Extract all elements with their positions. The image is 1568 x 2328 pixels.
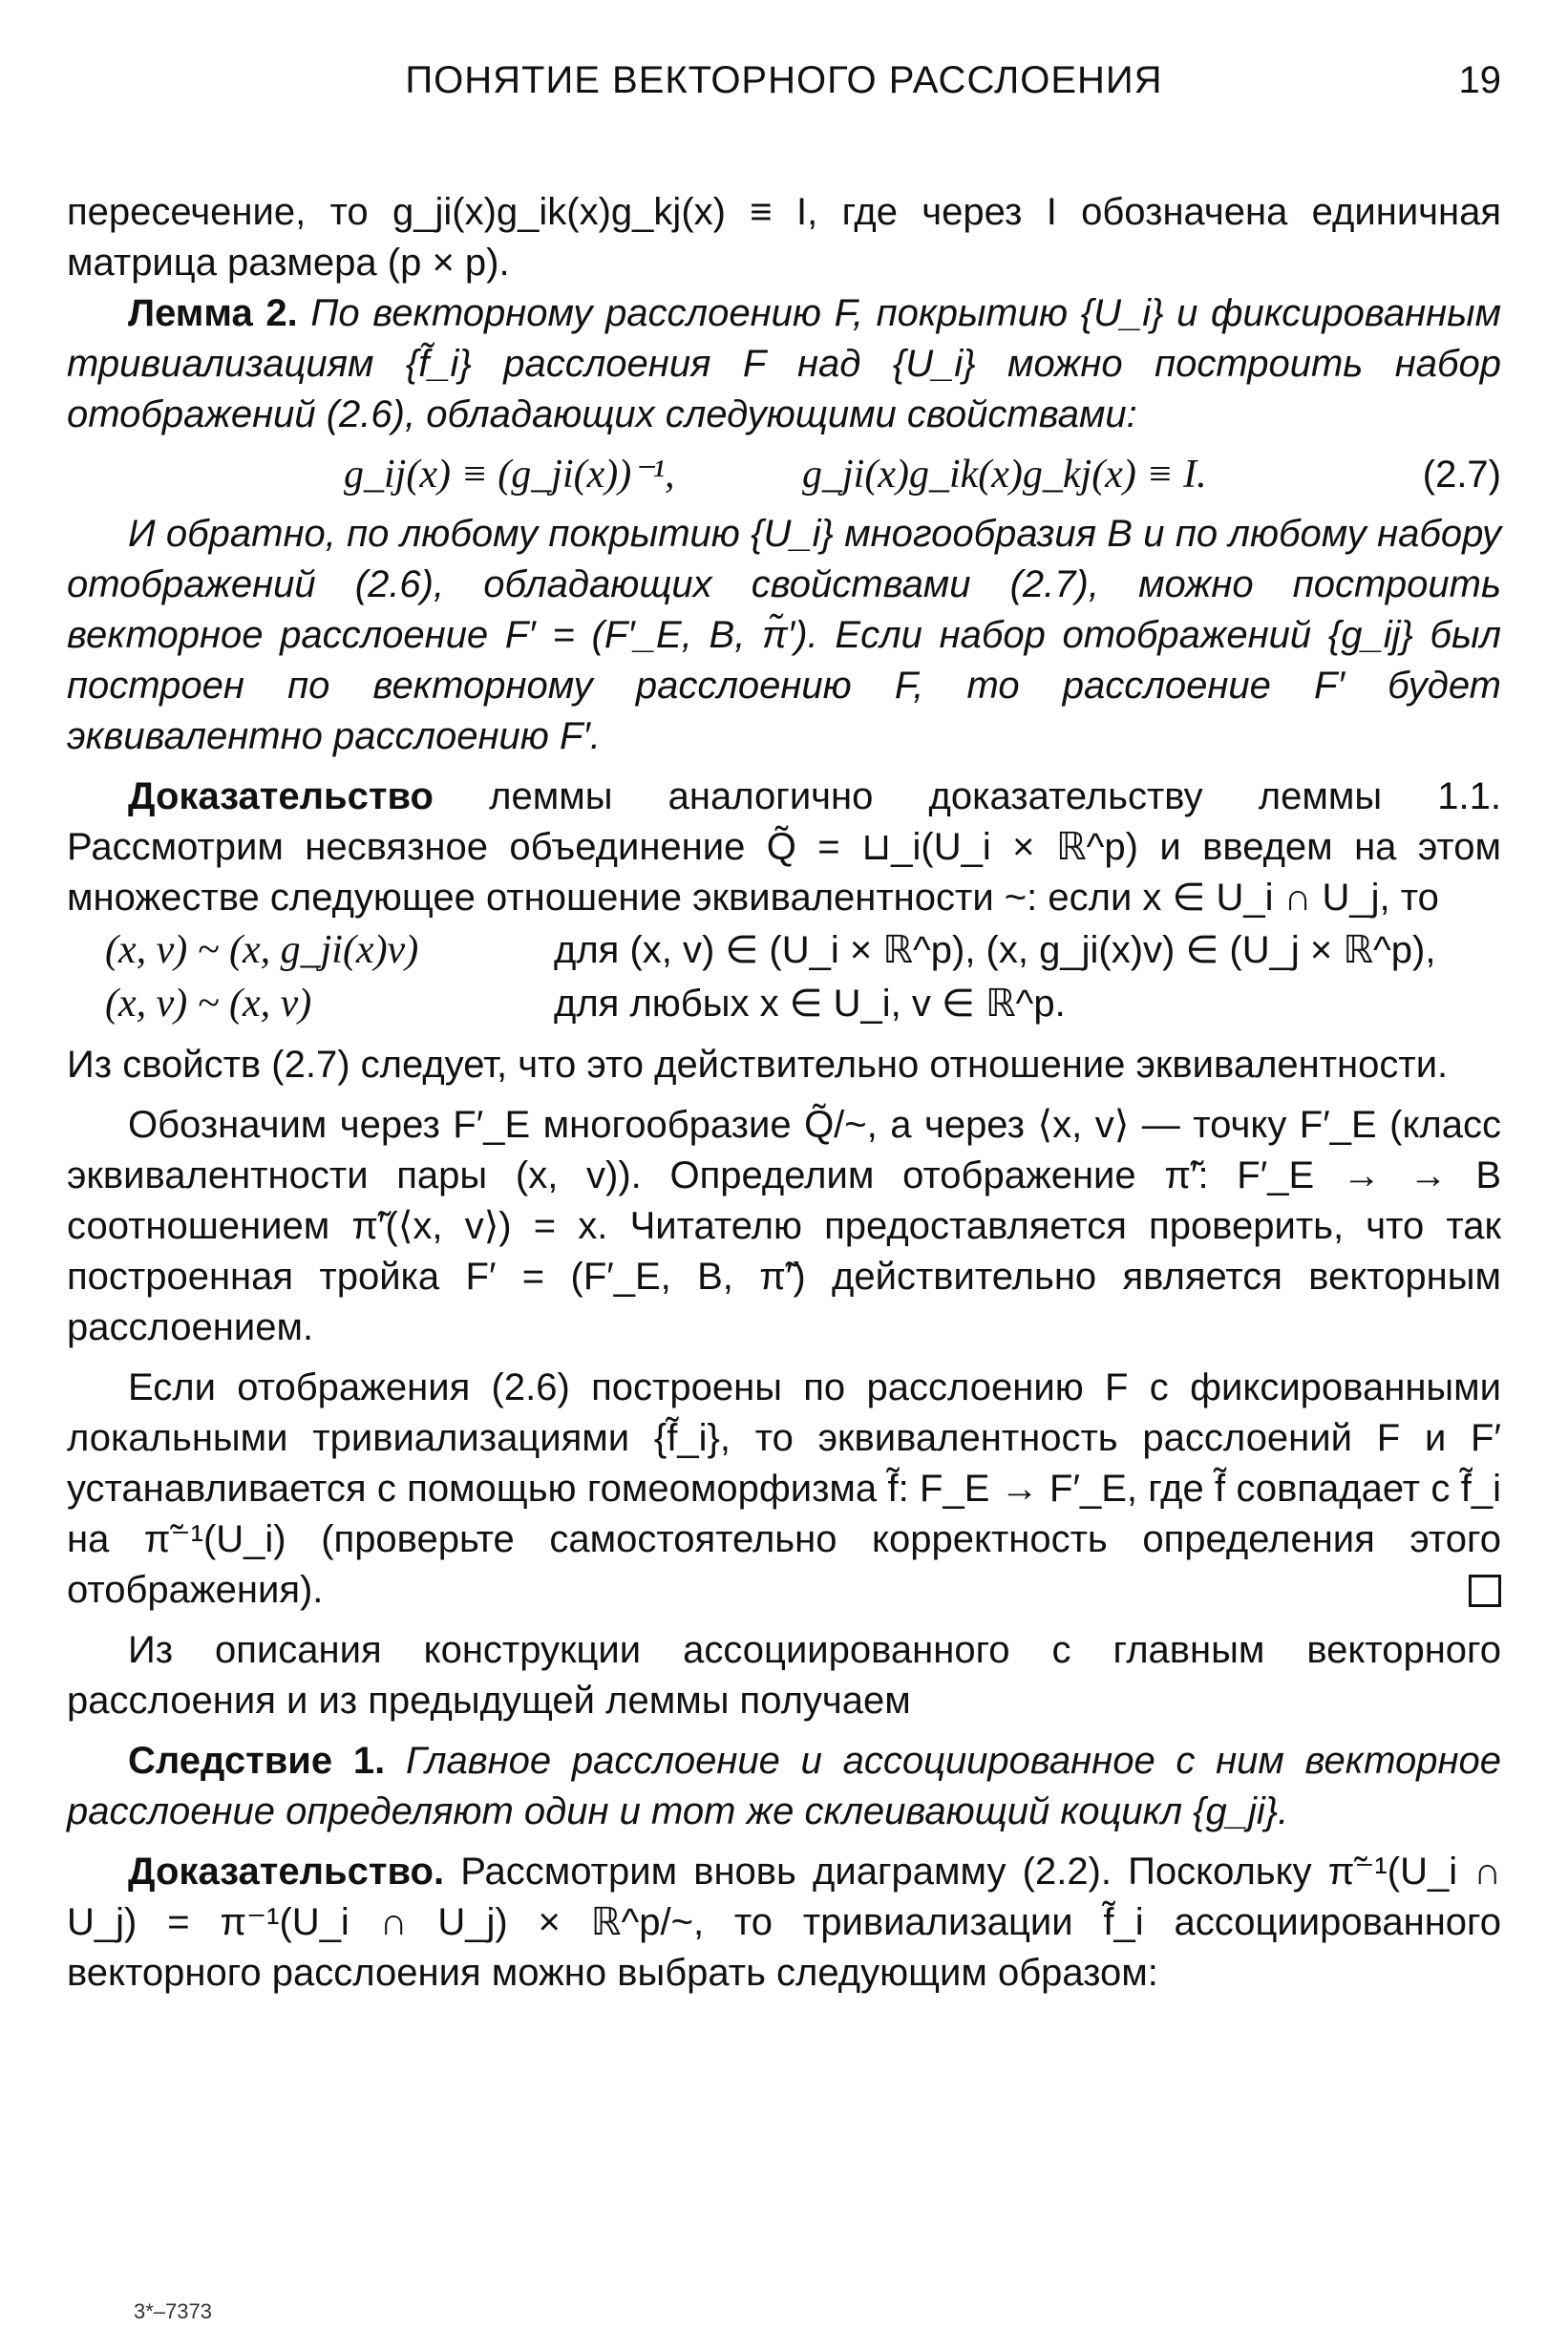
paragraph-from-description: Из описания конструкции ассоциированного с главным векторного расслоения и из предыдущей леммы получаем: [67, 1629, 1501, 1722]
equivalence-row-1-left: (x, v) ~ (x, g_ji(x)v): [105, 928, 419, 972]
formula-2-7: [67, 446, 1501, 505]
equivalence-row-2: [67, 977, 1501, 1030]
equivalence-row-2-right: для любых x ∈ U_i, v ∈ ℝ^p.: [554, 983, 1066, 1025]
paragraph-intersection: пересечение, то g_ji(x)g_ik(x)g_kj(x) ≡ I, где через I обозначена единичная матрица размера (p × p).: [67, 191, 1501, 284]
proof-2-label: Доказательство.: [128, 1851, 445, 1893]
formula-2-7-right: g_ji(x)g_ik(x)g_kj(x) ≡ I.: [802, 453, 1207, 497]
equivalence-row-1-right: для (x, v) ∈ (U_i × ℝ^p), (x, g_ji(x)v) ∈ (U_j × ℝ^p),: [554, 929, 1436, 971]
equivalence-row-2-left: (x, v) ~ (x, v): [105, 982, 312, 1026]
paragraph-notation: Обозначим через F′_E многообразие Q̃/~, а через ⟨x, v⟩ — точку F′_E (класс эквивалентности пары (x, v)). Определим отображение π̃′: F′_E → → B соотношением π̃′(⟨x, v⟩) = x. Читателю предоставляется проверить, что так построенная тройка F′ = (F′_E, B, π̃′) действительно является векторным расслоением.: [67, 1104, 1501, 1348]
proof-lemma-2: [67, 772, 1501, 923]
lemma-2: [67, 288, 1501, 440]
formula-2-7-number: (2.7): [1422, 454, 1501, 496]
corollary-1-label: Следствие 1.: [128, 1740, 386, 1782]
printer-signature-mark: 3*–7373: [134, 2299, 212, 2323]
proof-2-text: Рассмотрим вновь диаграмму (2.2). Поскольку π̃⁻¹(U_i ∩ U_j) = π⁻¹(U_i ∩ U_j) × ℝ^p/~, то тривиализации f̃_i ассоциированного векторного расслоения можно выбрать следующим образом:: [67, 1851, 1501, 1994]
lemma-2-converse: И обратно, по любому покрытию {U_i} многообразия B и по любому набору отображений (2.6), обладающих свойствами (2.7), можно построить векторное расслоение F′ = (F′_E, B, π̃′). Если набор отображений {g_ij} был построен по векторному расслоению F, то расслоение F′ будет эквивалентно расслоению F′.: [67, 513, 1501, 757]
lemma-2-label: Лемма 2.: [128, 292, 298, 334]
lemma-2-statement: По векторному расслоению F, покрытию {U_i} и фиксированным тривиализациям {f̃_i} расслоения F над {U_i} можно построить набор отображений (2.6), обладающих следующими свойствами:: [67, 292, 1502, 435]
paragraph-equivalence: [67, 1363, 1501, 1616]
proof-corollary-1: [67, 1847, 1501, 1999]
qed-square-icon: [1469, 1575, 1501, 1607]
page-header: [67, 59, 1501, 116]
corollary-1-statement: Главное расслоение и ассоциированное с ним векторное расслоение определяют один и тот же склеивающий коцикл {g_ji}.: [67, 1740, 1501, 1832]
equivalence-row-1: [67, 923, 1501, 977]
page-body: [67, 187, 1501, 1999]
paragraph-equivalence-text: Если отображения (2.6) построены по расслоению F с фиксированными локальными тривиализациями {f̃_i}, то эквивалентность расслоений F и F′ устанавливается с помощью гомеоморфизма f̃: F_E → F′_E, где f̃ совпадает с f̃_i на π̃⁻¹(U_i) (проверьте самостоятельно корректность определения этого отображения).: [67, 1366, 1501, 1611]
proof-text: леммы аналогично доказательству леммы 1.1. Рассмотрим несвязное объединение Q̃ = ⊔_i(U_i × ℝ^p) и введем на этом множестве следующее отношение эквивалентности ~: если x ∈ U_i ∩ U_j, то: [67, 775, 1501, 919]
proof-label: Доказательство: [128, 775, 434, 817]
paragraph-properties: Из свойств (2.7) следует, что это действительно отношение эквивалентности.: [67, 1044, 1449, 1086]
running-title: ПОНЯТИЕ ВЕКТОРНОГО РАССЛОЕНИЯ: [405, 59, 1163, 101]
formula-2-7-left: g_ij(x) ≡ (g_ji(x))⁻¹,: [344, 453, 675, 497]
corollary-1: [67, 1736, 1501, 1837]
page-number: 19: [1458, 59, 1501, 101]
